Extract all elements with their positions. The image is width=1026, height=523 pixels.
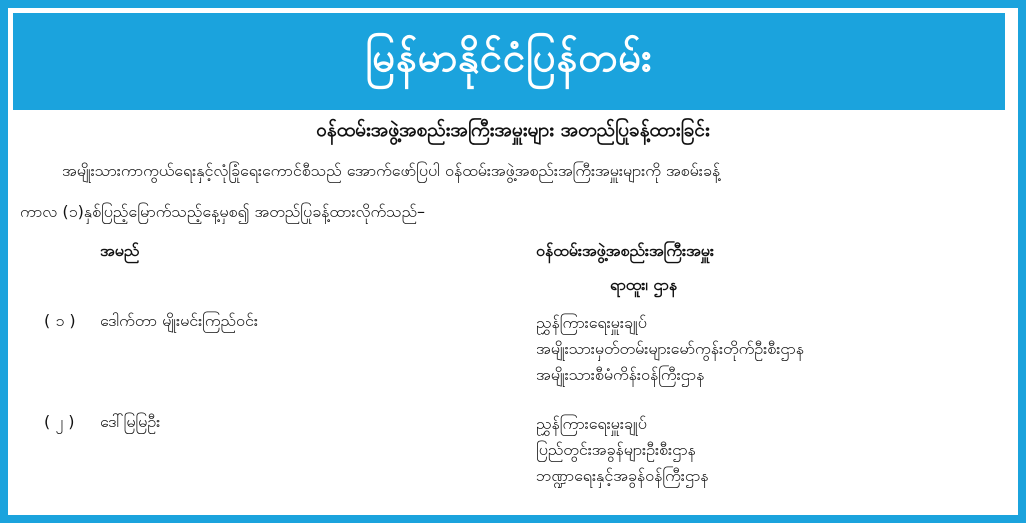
name-column-header: အမည် bbox=[100, 241, 140, 260]
entry-number: ( ၁ ) bbox=[44, 311, 76, 330]
position-title: ညွှန်ကြားရေးမှူးချုပ် bbox=[536, 414, 647, 433]
position-title: ညွှန်ကြားရေးမှူးချုပ် bbox=[536, 313, 647, 332]
ministry-name: ဘဏ္ဍာရေးနှင့်အခွန်ဝန်ကြီးဌာန bbox=[536, 466, 709, 485]
position-column-header: ဝန်ထမ်းအဖွဲ့အစည်းအကြီးအမှူး bbox=[536, 241, 714, 260]
department-name: ပြည်တွင်းအခွန်များဦးစီးဌာန bbox=[536, 440, 696, 459]
position-column-subheader: ရာထူး၊ ဌာန bbox=[610, 275, 678, 294]
entry-number: ( ၂ ) bbox=[44, 412, 75, 431]
ministry-name: အမျိုးသားစီမံကိန်းဝန်ကြီးဌာန bbox=[536, 365, 705, 384]
banner-title: မြန်မာနိုင်ငံပြန်တမ်း bbox=[365, 35, 653, 81]
department-name: အမျိုးသားမှတ်တမ်းများမော်ကွန်းတိုက်ဦးစီးဌာန bbox=[536, 339, 805, 358]
notice-paragraph-line-1: အမျိုးသားကာကွယ်ရေးနှင့်လုံခြုံရေးကောင်စီသည် အောက်ဖော်ပြပါ ဝန်ထမ်းအဖွဲ့အစည်းအကြီးအမှူးများကို အစမ်းခန့် bbox=[62, 161, 721, 180]
position-details bbox=[536, 411, 709, 489]
appointee-name: ဒေါ်မြမြဦး bbox=[100, 412, 161, 431]
position-details bbox=[536, 310, 804, 388]
appointee-name: ဒေါက်တာ မျိုးမင်းကြည်ဝင်း bbox=[100, 311, 258, 330]
notice-title: ဝန်ထမ်းအဖွဲ့အစည်းအကြီးအမှူးများ အတည်ပြုခန့်ထားခြင်း bbox=[316, 119, 710, 141]
header-banner bbox=[13, 13, 1005, 110]
notice-paragraph-line-2: ကာလ (၁)နှစ်ပြည့်မြောက်သည့်နေ့မှစ၍ အတည်ပြုခန့်ထားလိုက်သည်– bbox=[20, 202, 426, 221]
